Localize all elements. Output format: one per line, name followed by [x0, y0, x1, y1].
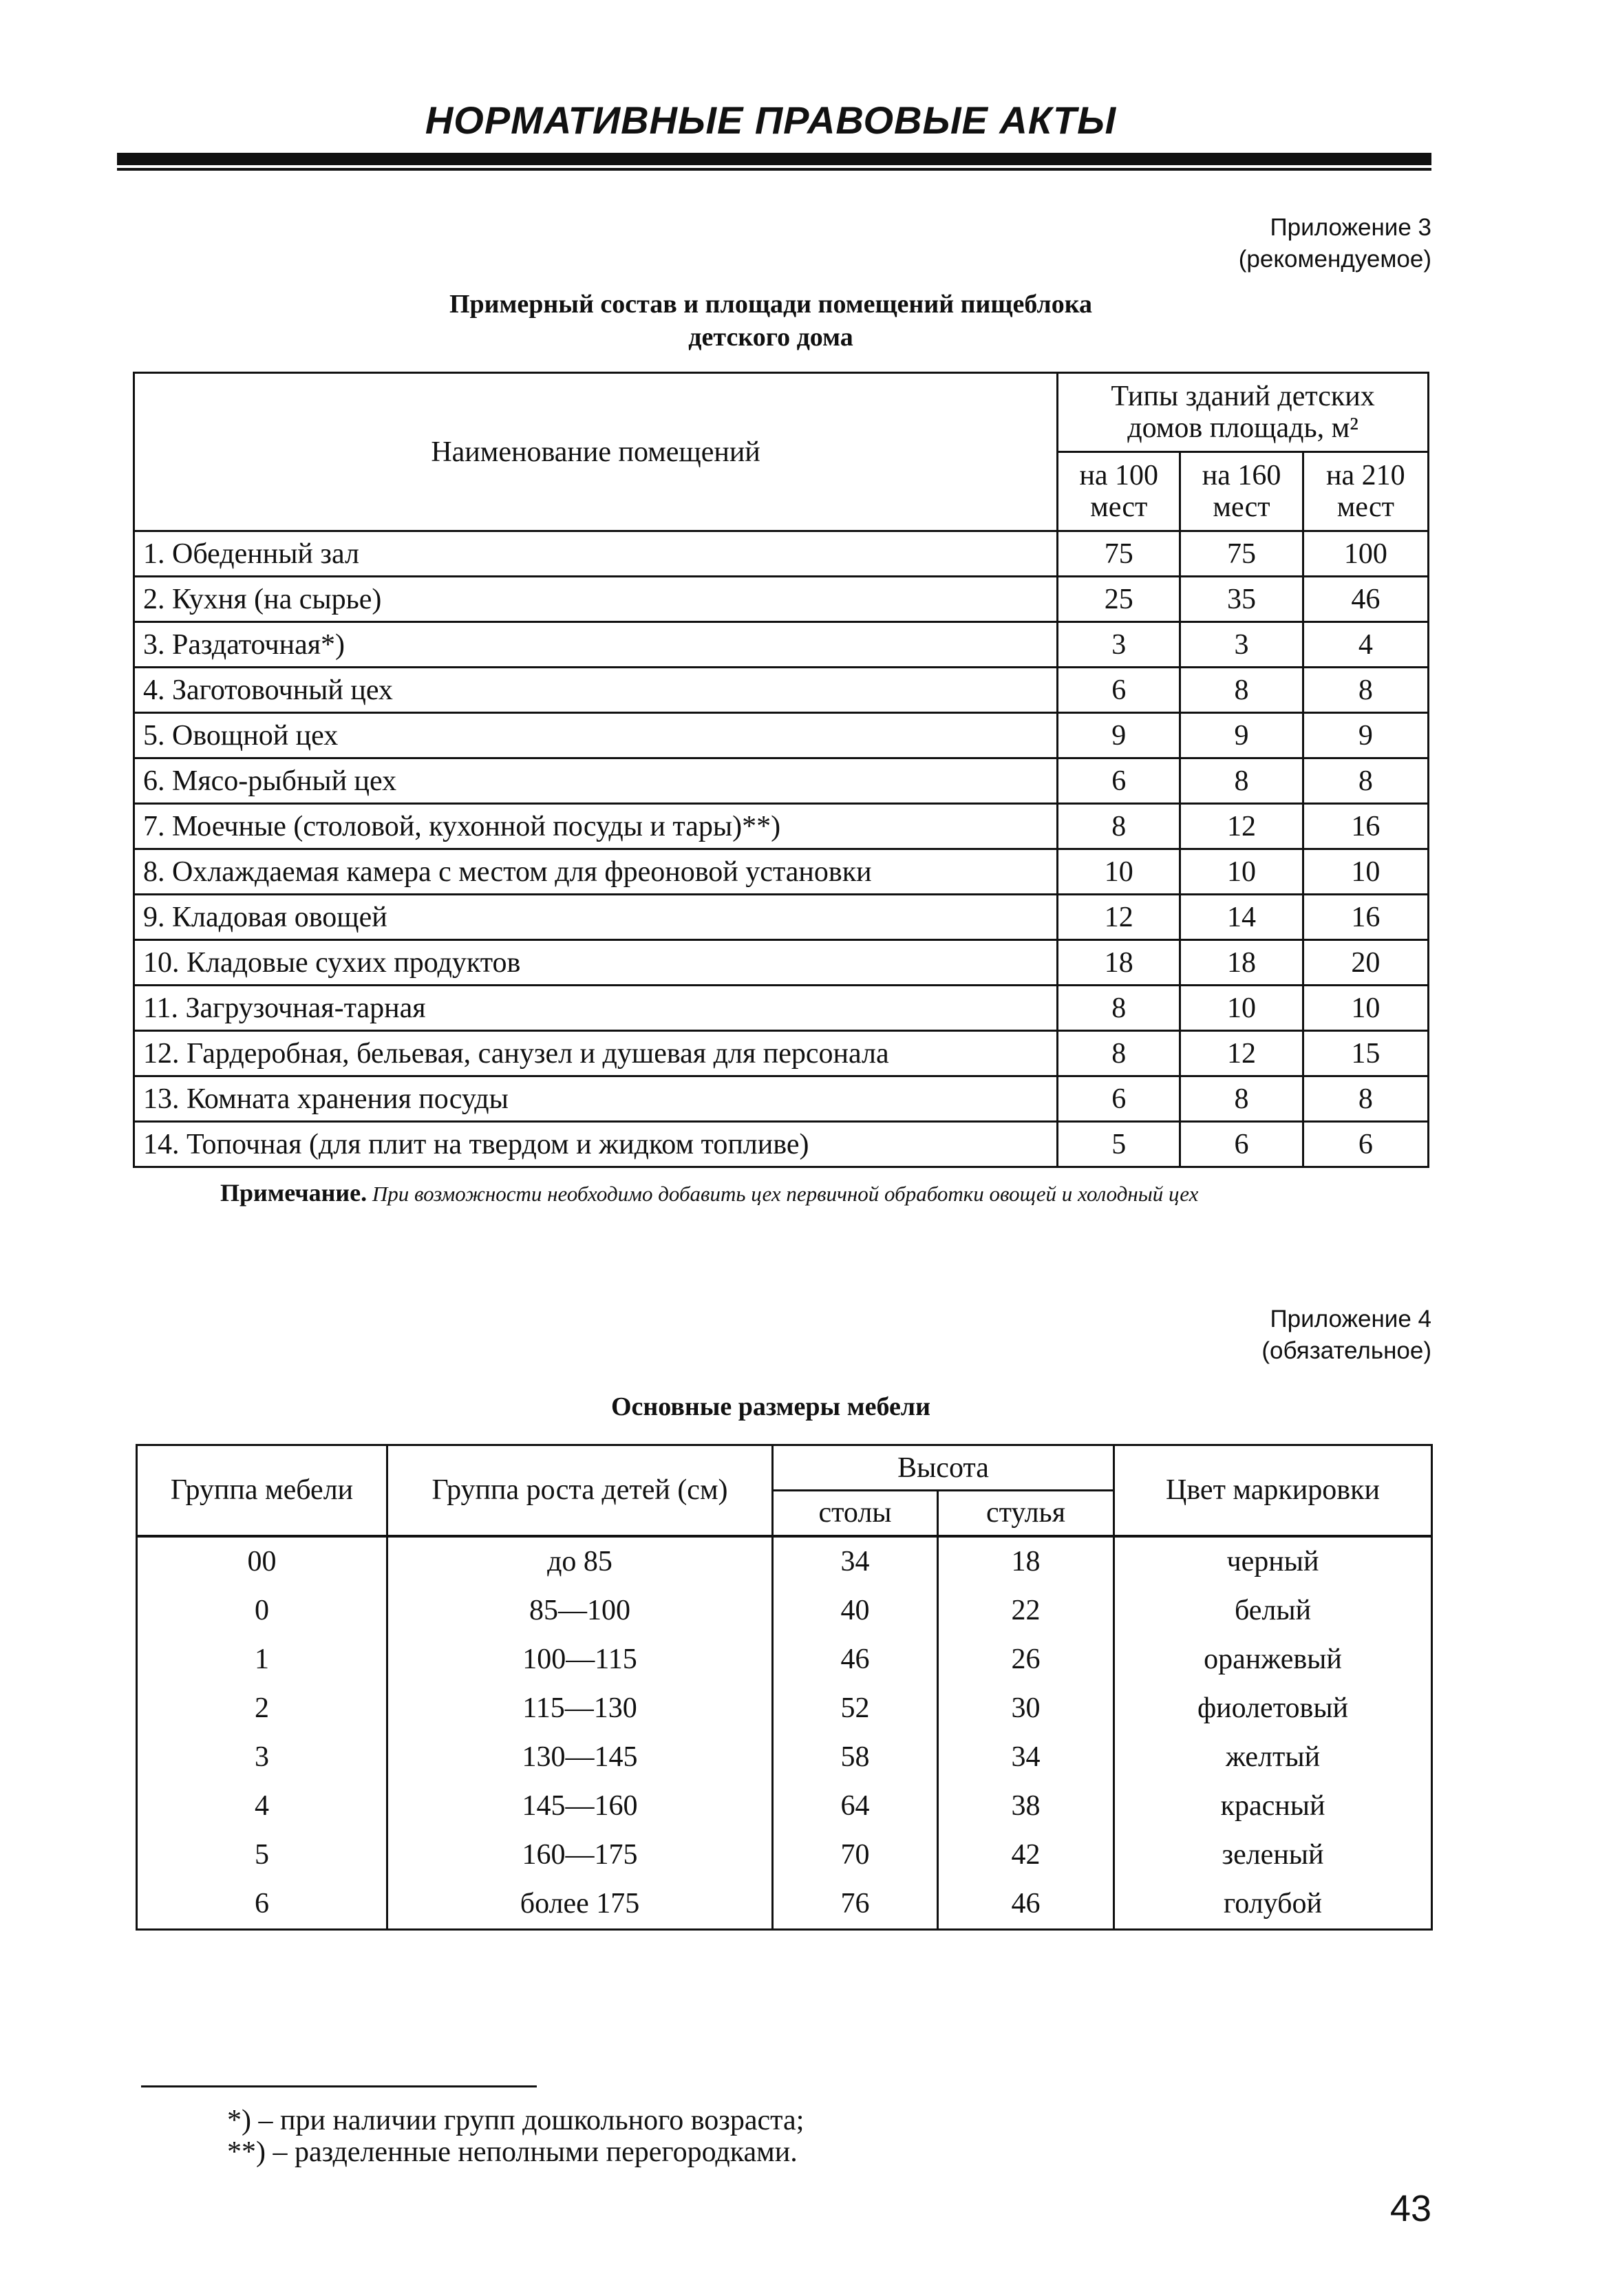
appendix-4-status: (обязательное) [1261, 1337, 1431, 1364]
capacity-unit: мест [1213, 491, 1270, 523]
furniture-group-cell: 5 [137, 1831, 387, 1880]
header-rule-thin [117, 168, 1431, 171]
chair-height-cell: 42 [938, 1831, 1114, 1880]
area-100-cell: 3 [1058, 622, 1180, 668]
area-100-cell: 8 [1058, 986, 1180, 1031]
furniture-group-cell: 4 [137, 1782, 387, 1831]
table-row [134, 713, 1429, 758]
column-header-160-places [1180, 452, 1303, 531]
area-100-cell: 9 [1058, 713, 1180, 758]
area-160-cell: 8 [1180, 668, 1303, 713]
height-group-cell: более 175 [387, 1880, 773, 1930]
appendix-3-label [1239, 212, 1431, 275]
room-name-cell: 6. Мясо-рыбный цех [134, 758, 1058, 804]
area-210-cell: 8 [1303, 1076, 1428, 1122]
area-160-cell: 35 [1180, 577, 1303, 622]
area-210-cell: 10 [1303, 986, 1428, 1031]
column-header-100-places [1058, 452, 1180, 531]
height-group-cell: 145—160 [387, 1782, 773, 1831]
table-1-title-line1: Примерный состав и площади помещений пищеблока [449, 290, 1093, 319]
area-160-cell: 8 [1180, 1076, 1303, 1122]
table-row [134, 1031, 1429, 1076]
area-210-cell: 100 [1303, 531, 1428, 577]
table-row [137, 1536, 1432, 1586]
table-row [137, 1880, 1432, 1930]
building-types-line1: Типы зданий детских [1111, 381, 1375, 412]
table-1-body [134, 531, 1429, 1167]
table-row [134, 804, 1429, 849]
room-name-cell: 5. Овощной цех [134, 713, 1058, 758]
table-1-note [220, 1178, 1431, 1207]
room-name-cell: 14. Топочная (для плит на твердом и жидком топливе) [134, 1122, 1058, 1167]
capacity-label: на 100 [1079, 460, 1159, 491]
table-row [134, 1076, 1429, 1122]
capacity-label: на 210 [1326, 460, 1405, 491]
column-header-marking-color: Цвет маркировки [1114, 1445, 1432, 1536]
area-100-cell: 10 [1058, 849, 1180, 895]
column-header-building-types [1058, 373, 1429, 452]
area-100-cell: 5 [1058, 1122, 1180, 1167]
appendix-3-number: Приложение 3 [1270, 214, 1431, 241]
area-210-cell: 6 [1303, 1122, 1428, 1167]
appendix-4-number: Приложение 4 [1270, 1306, 1431, 1332]
appendix-4-label [1261, 1304, 1431, 1367]
furniture-group-cell: 1 [137, 1635, 387, 1684]
footnote-2: **) – разделенные неполными перегородками. [227, 2136, 798, 2168]
area-160-cell: 10 [1180, 986, 1303, 1031]
table-height-cell: 58 [773, 1733, 938, 1782]
footnote-rule [141, 2085, 537, 2087]
area-160-cell: 10 [1180, 849, 1303, 895]
table-row [134, 849, 1429, 895]
table-row [134, 531, 1429, 577]
area-210-cell: 20 [1303, 940, 1428, 986]
area-160-cell: 14 [1180, 895, 1303, 940]
marking-color-cell: оранжевый [1114, 1635, 1432, 1684]
column-header-height-group: Группа роста детей (см) [387, 1445, 773, 1536]
area-100-cell: 6 [1058, 1076, 1180, 1122]
footnote-1: *) – при наличии групп дошкольного возраста; [227, 2105, 804, 2136]
table-height-cell: 76 [773, 1880, 938, 1930]
column-header-tables: столы [773, 1491, 938, 1536]
area-100-cell: 25 [1058, 577, 1180, 622]
height-group-cell: 115—130 [387, 1684, 773, 1733]
area-160-cell: 3 [1180, 622, 1303, 668]
table-row [137, 1684, 1432, 1733]
marking-color-cell: зеленый [1114, 1831, 1432, 1880]
area-210-cell: 10 [1303, 849, 1428, 895]
marking-color-cell: красный [1114, 1782, 1432, 1831]
area-210-cell: 16 [1303, 895, 1428, 940]
table-height-cell: 40 [773, 1586, 938, 1635]
column-header-room-name: Наименование помещений [134, 373, 1058, 531]
header-rule [117, 153, 1431, 165]
table-row [134, 895, 1429, 940]
kitchen-rooms-table [133, 372, 1429, 1168]
chair-height-cell: 22 [938, 1586, 1114, 1635]
table-row [137, 1733, 1432, 1782]
table-row [134, 577, 1429, 622]
page-number: 43 [1389, 2188, 1431, 2229]
table-1-header-row [134, 373, 1429, 452]
area-160-cell: 12 [1180, 1031, 1303, 1076]
room-name-cell: 3. Раздаточная*) [134, 622, 1058, 668]
capacity-unit: мест [1090, 491, 1148, 523]
furniture-group-cell: 0 [137, 1586, 387, 1635]
area-160-cell: 9 [1180, 713, 1303, 758]
furniture-sizes-table [136, 1444, 1433, 1931]
table-2-header-row [137, 1445, 1432, 1491]
room-name-cell: 7. Моечные (столовой, кухонной посуды и тары)**) [134, 804, 1058, 849]
table-height-cell: 70 [773, 1831, 938, 1880]
chair-height-cell: 38 [938, 1782, 1114, 1831]
table-row [134, 986, 1429, 1031]
room-name-cell: 13. Комната хранения посуды [134, 1076, 1058, 1122]
area-100-cell: 8 [1058, 1031, 1180, 1076]
area-210-cell: 15 [1303, 1031, 1428, 1076]
room-name-cell: 10. Кладовые сухих продуктов [134, 940, 1058, 986]
table-height-cell: 64 [773, 1782, 938, 1831]
area-100-cell: 6 [1058, 668, 1180, 713]
area-210-cell: 8 [1303, 758, 1428, 804]
table-height-cell: 34 [773, 1536, 938, 1586]
table-row [134, 1122, 1429, 1167]
room-name-cell: 4. Заготовочный цех [134, 668, 1058, 713]
area-160-cell: 6 [1180, 1122, 1303, 1167]
furniture-group-cell: 00 [137, 1536, 387, 1586]
room-name-cell: 12. Гардеробная, бельевая, санузел и душевая для персонала [134, 1031, 1058, 1076]
table-2-title: Основные размеры мебели [610, 1392, 931, 1421]
table-row [137, 1635, 1432, 1684]
column-header-furniture-group: Группа мебели [137, 1445, 387, 1536]
area-100-cell: 75 [1058, 531, 1180, 577]
appendix-3-status: (рекомендуемое) [1238, 246, 1431, 273]
chair-height-cell: 30 [938, 1684, 1114, 1733]
table-row [137, 1831, 1432, 1880]
area-100-cell: 6 [1058, 758, 1180, 804]
height-group-cell: 160—175 [387, 1831, 773, 1880]
capacity-unit: мест [1336, 491, 1394, 523]
height-group-cell: 100—115 [387, 1635, 773, 1684]
area-210-cell: 9 [1303, 713, 1428, 758]
table-2-body [137, 1536, 1432, 1930]
table-row [137, 1586, 1432, 1635]
area-210-cell: 8 [1303, 668, 1428, 713]
furniture-group-cell: 2 [137, 1684, 387, 1733]
marking-color-cell: голубой [1114, 1880, 1432, 1930]
furniture-group-cell: 6 [137, 1880, 387, 1930]
building-types-line2: домов площадь, м² [1127, 412, 1358, 444]
table-row [134, 668, 1429, 713]
chair-height-cell: 18 [938, 1536, 1114, 1586]
marking-color-cell: фиолетовый [1114, 1684, 1432, 1733]
marking-color-cell: желтый [1114, 1733, 1432, 1782]
column-header-height: Высота [773, 1445, 1114, 1491]
table-height-cell: 52 [773, 1684, 938, 1733]
area-160-cell: 75 [1180, 531, 1303, 577]
table-row [134, 940, 1429, 986]
area-210-cell: 16 [1303, 804, 1428, 849]
table-1-title-line2: детского дома [688, 323, 853, 352]
marking-color-cell: белый [1114, 1586, 1432, 1635]
column-header-chairs: стулья [938, 1491, 1114, 1536]
area-100-cell: 12 [1058, 895, 1180, 940]
table-1-title [255, 288, 1287, 354]
height-group-cell: 85—100 [387, 1586, 773, 1635]
area-210-cell: 4 [1303, 622, 1428, 668]
height-group-cell: до 85 [387, 1536, 773, 1586]
area-160-cell: 18 [1180, 940, 1303, 986]
capacity-label: на 160 [1202, 460, 1281, 491]
table-row [134, 622, 1429, 668]
marking-color-cell: черный [1114, 1536, 1432, 1586]
note-text: При возможности необходимо добавить цех первичной обработки овощей и холодный цех [372, 1182, 1199, 1206]
area-100-cell: 8 [1058, 804, 1180, 849]
area-160-cell: 8 [1180, 758, 1303, 804]
furniture-group-cell: 3 [137, 1733, 387, 1782]
table-row [134, 758, 1429, 804]
running-header: НОРМАТИВНЫЕ ПРАВОВЫЕ АКТЫ [425, 98, 1117, 142]
area-100-cell: 18 [1058, 940, 1180, 986]
room-name-cell: 2. Кухня (на сырье) [134, 577, 1058, 622]
room-name-cell: 11. Загрузочная-тарная [134, 986, 1058, 1031]
chair-height-cell: 26 [938, 1635, 1114, 1684]
table-row [137, 1782, 1432, 1831]
room-name-cell: 1. Обеденный зал [134, 531, 1058, 577]
note-label: Примечание. [220, 1179, 367, 1207]
room-name-cell: 9. Кладовая овощей [134, 895, 1058, 940]
column-header-210-places [1303, 452, 1428, 531]
chair-height-cell: 46 [938, 1880, 1114, 1930]
area-210-cell: 46 [1303, 577, 1428, 622]
table-height-cell: 46 [773, 1635, 938, 1684]
area-160-cell: 12 [1180, 804, 1303, 849]
height-group-cell: 130—145 [387, 1733, 773, 1782]
room-name-cell: 8. Охлаждаемая камера с местом для фреоновой установки [134, 849, 1058, 895]
chair-height-cell: 34 [938, 1733, 1114, 1782]
